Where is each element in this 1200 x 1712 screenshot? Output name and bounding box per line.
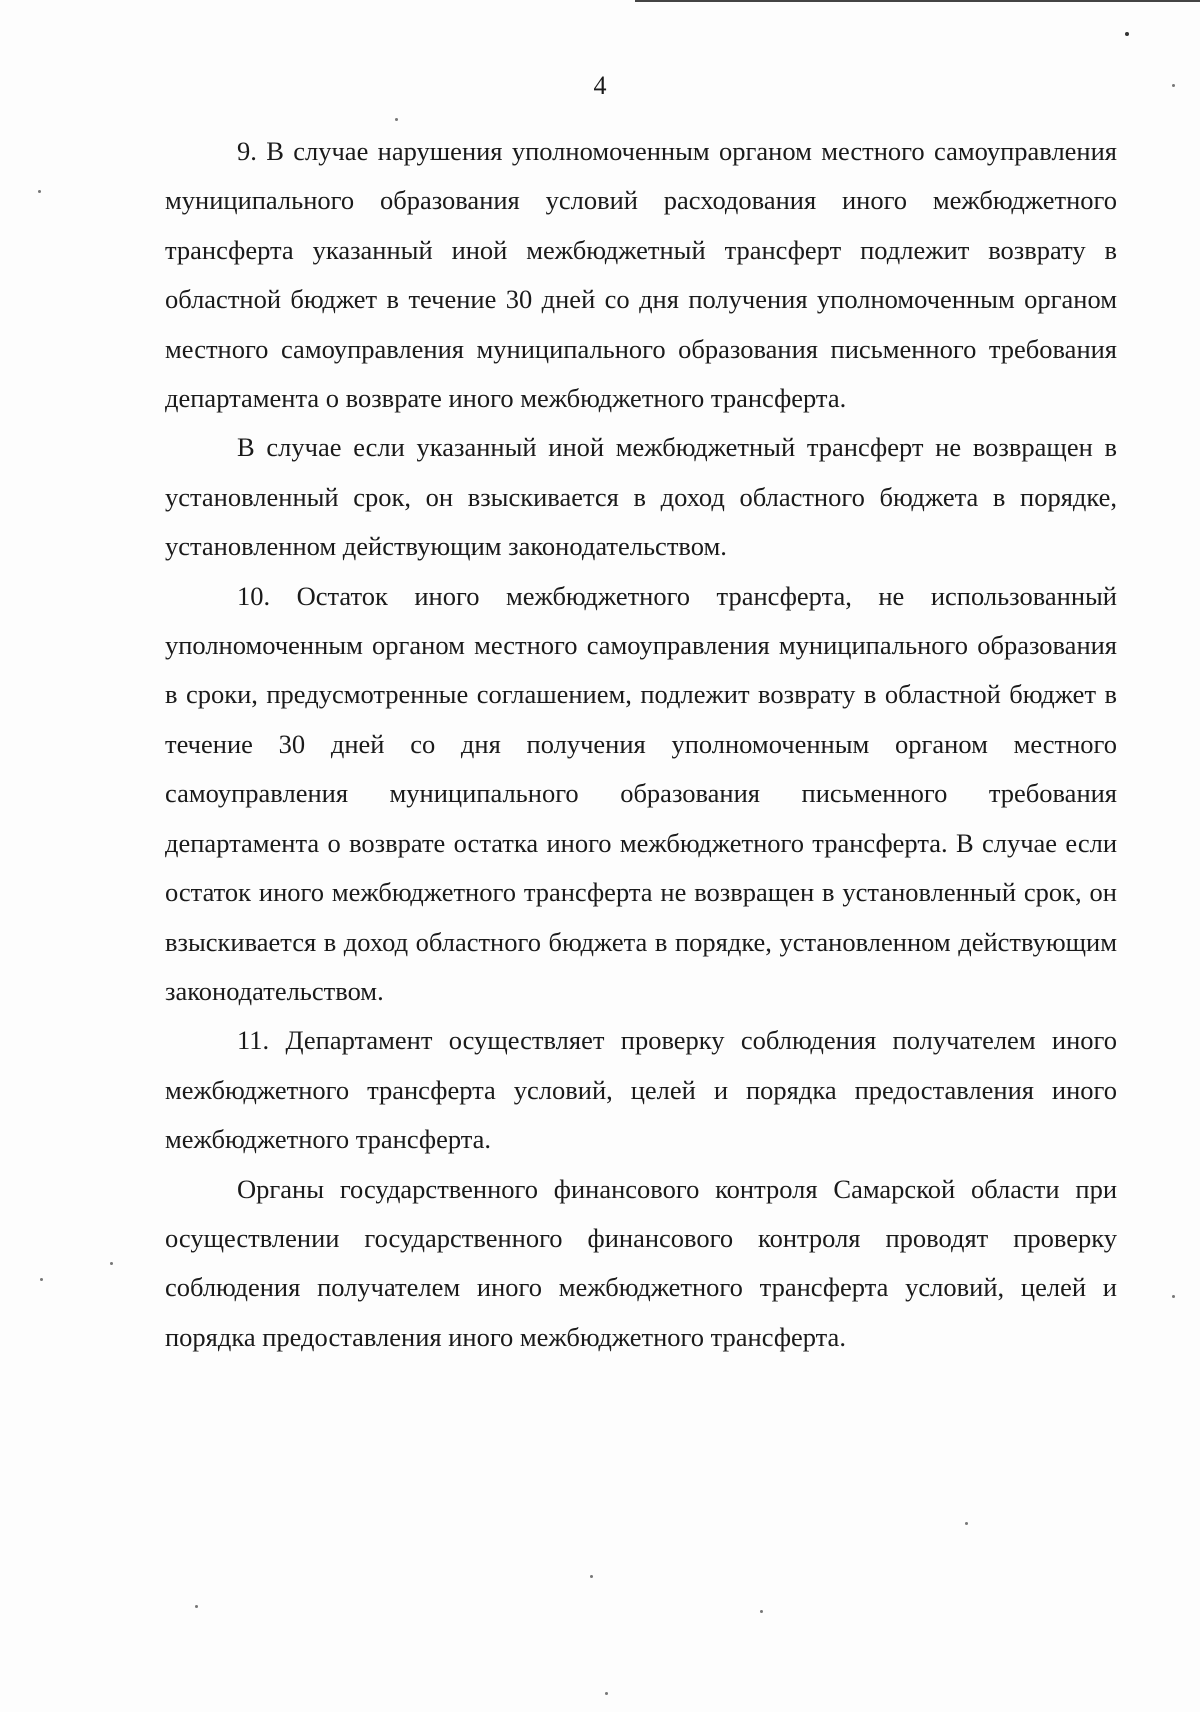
paragraph-11: 11. Департамент осуществляет проверку соблюдения получателем иного межбюджетного трансферта условий, целей и порядка предоставления иного межбюджетного трансферта. — [165, 1025, 1117, 1155]
scan-speck — [110, 1262, 113, 1265]
scan-speck — [40, 1278, 43, 1281]
scan-speck — [1172, 1295, 1175, 1298]
page-number: 4 — [593, 71, 607, 100]
scan-speck — [1172, 84, 1175, 87]
scan-speck — [965, 1522, 968, 1525]
scan-speck — [38, 190, 41, 193]
paragraph-11-continuation: Органы государственного финансового контроля Самарской области при осуществлении государственного финансового контроля проводят проверку соблюдения получателем иного межбюджетного трансферта условий, целей и порядка предоставления иного межбюджетного трансферта. — [165, 1173, 1117, 1352]
paragraph-10: 10. Остаток иного межбюджетного трансферта, не использованный уполномоченным органом местного самоуправления муниципального образования в сроки, предусмотренные соглашением, подлежит возврату в областной бюджет в течение 30 дней со дня получения уполномоченным органом местного самоуправления муниципального образования письменного требования департамента о возврате остатка иного межбюджетного трансферта. В случае если остаток иного межбюджетного трансферта не возвращен в установленный срок, он взыскивается в доход областного бюджета в порядке, установленном действующим законодательством. — [165, 580, 1117, 1006]
scan-speck — [605, 1692, 608, 1695]
scan-speck — [395, 118, 398, 121]
paragraph-9: 9. В случае нарушения уполномоченным органом местного самоуправления муниципального образования условий расходования иного межбюджетного трансферта указанный иной межбюджетный трансферт подлежит возврату в областной бюджет в течение 30 дней со дня получения уполномоченным органом местного самоуправления муниципального образования письменного требования департамента о возврате иного межбюджетного трансферта. — [165, 136, 1117, 414]
scan-speck — [195, 1605, 198, 1608]
scan-edge-line — [635, 0, 1200, 2]
scan-speck — [590, 1575, 593, 1578]
scan-speck — [1125, 32, 1129, 36]
scan-speck — [760, 1610, 763, 1613]
document-body — [165, 127, 1117, 1362]
paragraph-9-continuation: В случае если указанный иной межбюджетный трансферт не возвращен в установленный срок, он взыскивается в доход областного бюджета в порядке, установленном действующим законодательством. — [165, 432, 1117, 562]
